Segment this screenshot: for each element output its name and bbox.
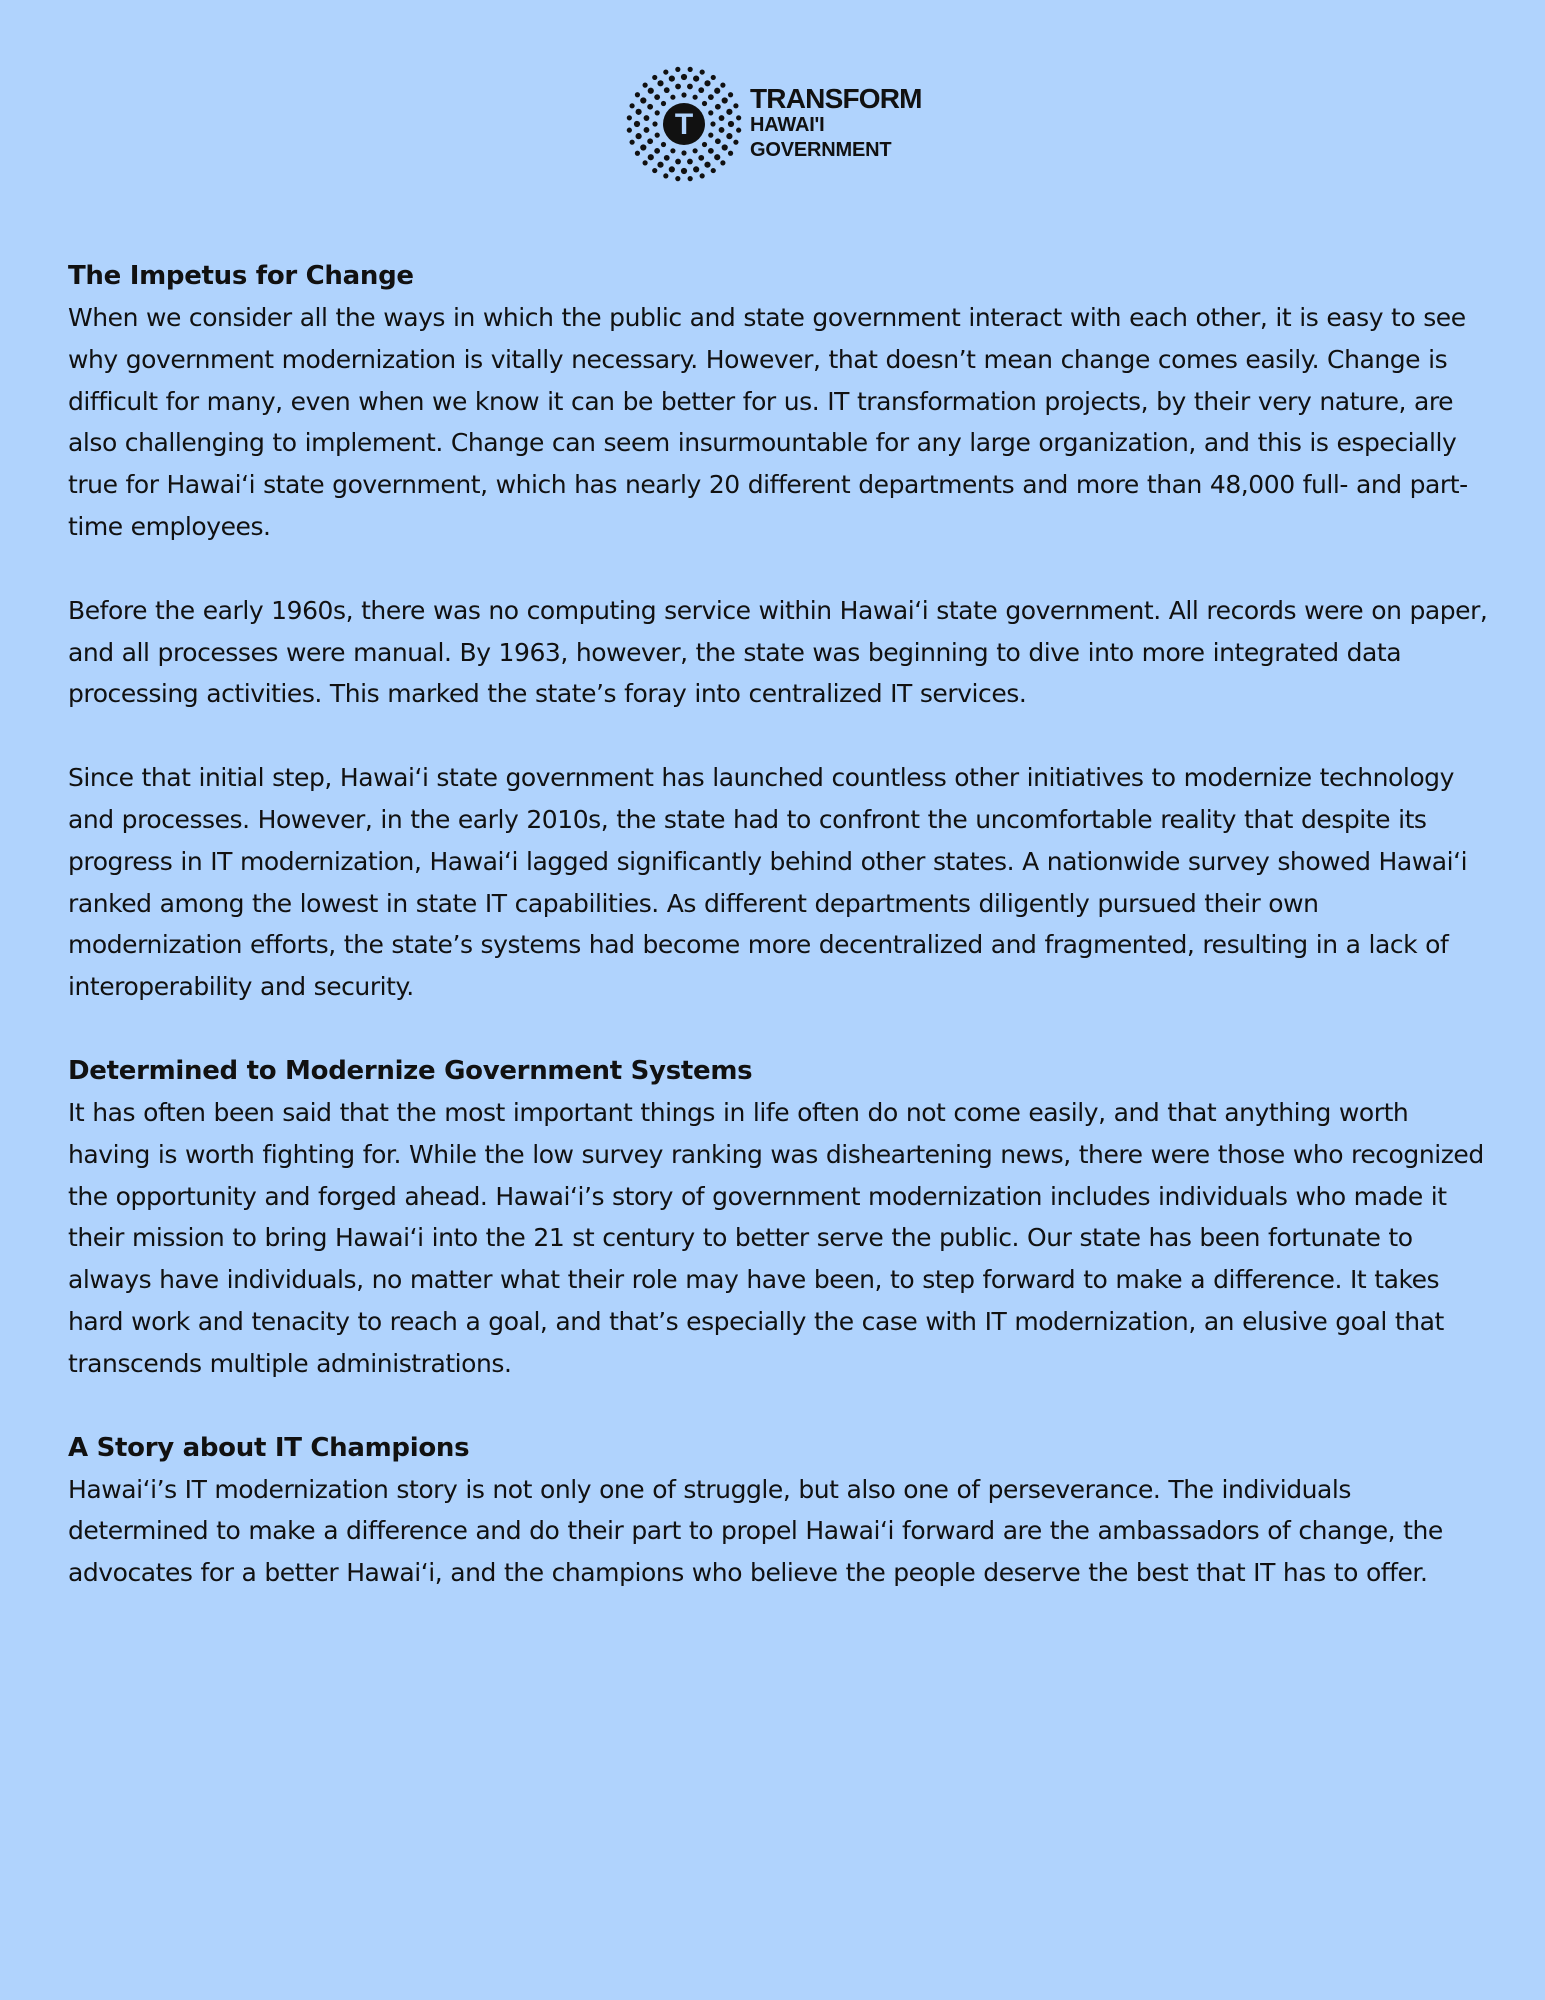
logo-line-government: GOVERNMENT <box>750 139 892 161</box>
logo-wordmark <box>750 84 922 163</box>
logo-line-hawaii: HAWAI'I <box>750 114 825 136</box>
logo-line-transform: TRANSFORM <box>750 83 922 114</box>
section-heading: Determined to Modernize Government Systems <box>68 1055 753 1086</box>
section-heading: A Story about IT Champions <box>68 1432 470 1463</box>
paragraph: Hawaiʻi’s IT modernization story is not only one of struggle, but also one of perseverance. The individuals determined to make a difference and do their part to propel Hawaiʻi forward are the ambassadors of change, the advocates for a better Hawaiʻi, and the champions who believe the people deserve the best that IT has to offer. <box>68 1474 1443 1588</box>
paragraph: When we consider all the ways in which the public and state government interact with each other, it is easy to see why government modernization is vitally necessary. However, that doesn’t mean change comes easily. Change is difficult for many, even when we know it can be better for us. IT transformation projects, by their very nature, are also challenging to implement. Change can seem insurmountable for any large organization, and this is especially true for Hawaiʻi state government, which has nearly 20 different departments and more than 48,000 full- and part-time employees. <box>68 303 1468 541</box>
sunburst-t-logo-icon <box>626 66 742 182</box>
paragraph: Before the early 1960s, there was no computing service within Hawaiʻi state government. All records were on paper, and all processes were manual. By 1963, however, the state was beginning to dive into more integrated data processing activities. This marked the state’s foray into centralized IT services. <box>68 595 1488 709</box>
svg-text:T: T <box>674 108 694 141</box>
transform-hawaii-logo <box>626 66 926 182</box>
paragraph: It has often been said that the most important things in life often do not come easily, and that anything worth having is worth fighting for. While the low survey ranking was disheartening news, there were those who recognized the opportunity and forged ahead. Hawaiʻi’s story of government modernization includes individuals who made it their mission to bring Hawaiʻi into the 21 st century to better serve the public. Our state has been fortunate to always have individuals, no matter what their role may have been, to step forward to make a difference. It takes hard work and tenacity to reach a goal, and that’s especially the case with IT modernization, an elusive goal that transcends multiple administrations. <box>68 1097 1484 1378</box>
section-heading: The Impetus for Change <box>68 261 414 291</box>
document-body <box>68 255 1488 1636</box>
paragraph: Since that initial step, Hawaiʻi state government has launched countless other initiatives to modernize technology and processes. However, in the early 2010s, the state had to confront the uncomfortable reality that despite its progress in IT modernization, Hawaiʻi lagged significantly behind other states. A nationwide survey showed Hawaiʻi ranked among the lowest in state IT capabilities. As different departments diligently pursued their own modernization efforts, the state’s systems had become more decentralized and fragmented, resulting in a lack of interoperability and security. <box>68 763 1468 1002</box>
